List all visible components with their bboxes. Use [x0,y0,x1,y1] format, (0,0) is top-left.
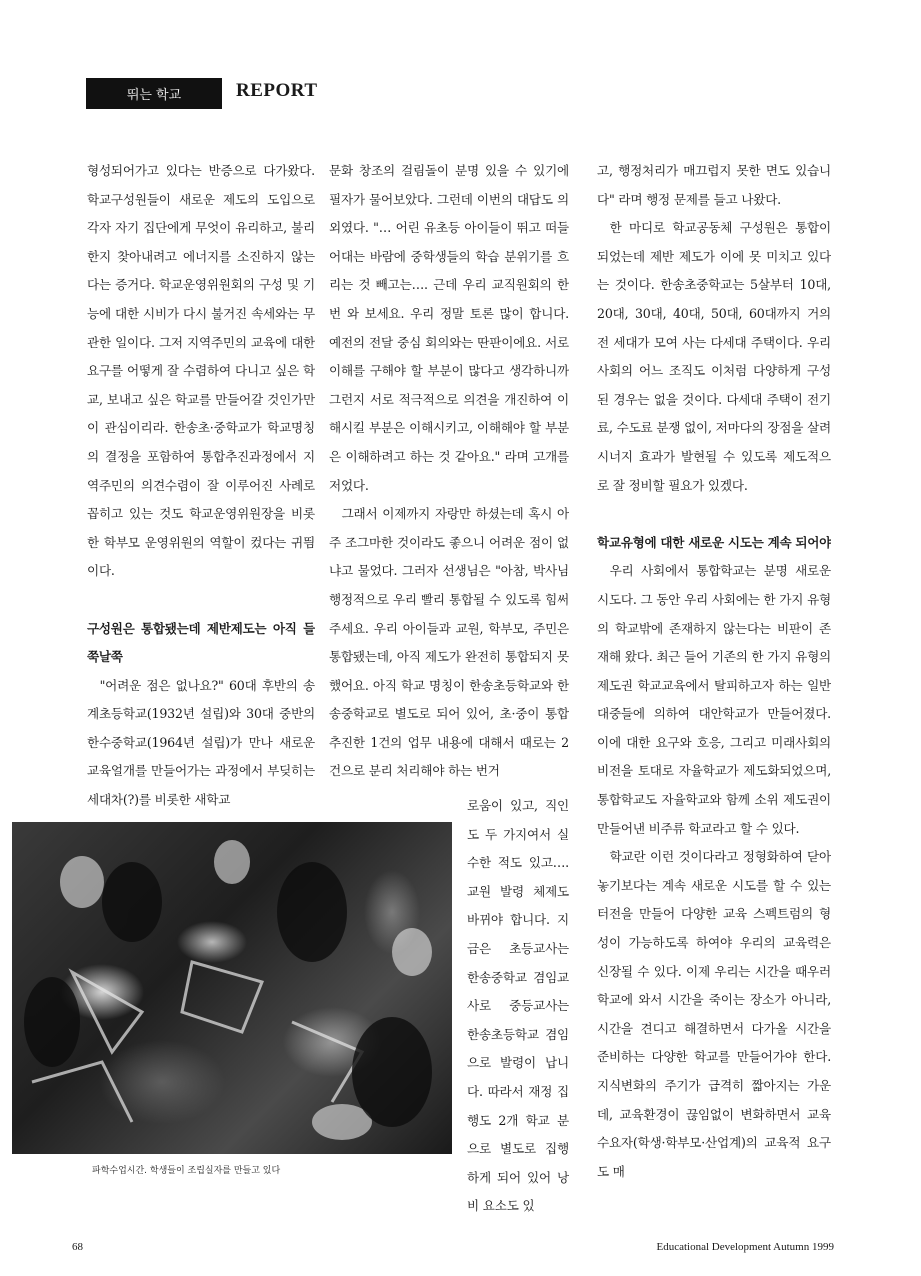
paragraph: 한 마디로 학교공동체 구성원은 통합이 되었는데 제반 제도가 이에 못 미치고 있다는 것이다. 한송초중학교는 5살부터 10대, 20대, 30대, 40대, 50대, 60대까지 거의 전 세대가 모여 사는 다세대 주택이다. 우리 사회의 어느 조직도 이처럼 다양하게 구성된 경우는 없을 것이다. 다세대 주택이 전기료, 수도료 분쟁 없이, 저마다의 장점을 살려 시너지 효과가 발현될 수 있도록 제도적으로 잘 정비할 필요가 있겠다. [597,220,831,493]
section-heading: 학교유형에 대한 새로운 시도는 계속 되어야 [597,534,831,550]
paragraph: 문화 창조의 걸림돌이 분명 있을 수 있기에 필자가 물어보았다. 그런데 이번의 대답도 의외였다. "… 어린 유초등 아이들이 뛰고 떠들어대는 바람에 중학생들의 학습 분위기를 흐리는 것 빼고는…. 근데 우리 교직원회의 한 번 와 보세요. 우리 정말 토론 많이 합니다. 예전의 전달 중심 회의와는 딴판이에요. 서로 이해를 구해야 할 부분이 많다고 생각하니까 그런지 서로 적극적으로 의견을 개진하여 이해시킬 부분은 이해시키고, 이해해야 할 부분은 이해하려고 하는 것 같아요." 라며 고개를 저었다. [329,163,569,493]
paragraph: 로움이 있고, 직인도 두 가지여서 실수한 적도 있고…. 교원 발령 체제도 바뀌야 합니다. 지금은 초등교사는 한송중학교 겸임교사로 중등교사는 한송초등학교 겸임으로 발령이 납니다. 따라서 재정 집행도 2개 학교 분으로 별도로 집행하게 되어 있어 낭비 요소도 있 [467,798,569,1214]
paragraph: 학교란 이런 것이다라고 정형화하여 닫아놓기보다는 계속 새로운 시도를 할 수 있는 터전을 만들어 다양한 교육 스펙트럼의 형성이 가능하도록 하여야 우리의 교육력은 신장될 수 있다. 이제 우리는 시간을 때우러 학교에 와서 시간을 죽이는 장소가 아니라, 시간을 견디고 해결하면서 다가올 시간을 준비하는 다양한 학교를 만들어가야 한다. 지식변화의 주기가 급격히 짧아지는 가운데, 교육환경이 끊임없이 변화하면서 교육수요자(학생·학부모·산업계)의 교육적 요구도 매 [597,849,831,1179]
photo-caption: 파학수업시간. 학생들이 조립실자를 만들고 있다 [92,1166,281,1176]
report-label: REPORT [236,80,318,101]
article-column-1 [87,157,315,815]
article-column-2 [329,157,569,786]
paragraph: 그래서 이제까지 자랑만 하셨는데 혹시 아주 조그마한 것이라도 좋으니 어려운 점이 없냐고 물었다. 그러자 선생님은 "아참, 박사님 행정적으로 우리 빨리 통합될 수 있도록 힘써 주세요. 우리 아이들과 교원, 학부모, 주민은 통합됐는데, 아직 제도가 완전히 통합되지 못했어요. 아직 학교 명칭이 한송초등학교와 한송중학교로 별도로 되어 있어, 초·중이 통합 추진한 1건의 업무 내용에 대해서 때로는 2건으로 분리 처리해야 하는 번거 [329,506,569,779]
paragraph: 형성되어가고 있다는 반증으로 다가왔다. 학교구성원들이 새로운 제도의 도입으로 각자 자기 집단에게 무엇이 유리하고, 불리한지 찾아내려고 에너지를 소진하지 않는다는 증거다. 학교운영위원회의 구성 및 기능에 대한 시비가 다시 불거진 속세와는 무관한 일이다. 그저 지역주민의 교육에 대한 요구를 어떻게 잘 수렴하여 다니고 싶은 학교, 보내고 싶은 학교를 만들어갈 것인가만이 관심이리라. 한송초·중학교가 학교명칭의 결정을 포함하여 통합추진과정에서 지역주민의 의견수렴이 잘 이루어진 사례로 꼽히고 있는 것도 학교운영위원장을 비롯한 학부모 운영위원의 역할이 컸다는 귀띔이다. [87,163,315,579]
article-column-2-continuation [467,792,569,1221]
paragraph: 우리 사회에서 통합학교는 분명 새로운 시도다. 그 동안 우리 사회에는 한 가지 유형의 학교밖에 존재하지 않는다는 비판이 존재해 왔다. 최근 들어 기존의 한 가지 유형의 제도권 학교교육에서 탈피하고자 하는 일반 대중들에 의하여 대안학교가 만들어졌다. 이에 대한 요구와 호응, 그리고 미래사회의 비전을 토대로 자율학교가 제도화되었으며, 통합학교도 자율학교와 함께 소위 제도권이 만들어낸 비주류 학교라고 할 수 있다. [597,563,831,836]
article-column-3 [597,157,831,1186]
section-label: 뛰는 학교 [86,78,222,109]
paragraph: "어려운 점은 없나요?" 60대 후반의 송계초등학교(1932년 설립)와 30대 중반의 한수중학교(1964년 설립)가 만나 새로운 교육얼개를 만들어가는 과정에서 부딪히는 세대차(?)를 비롯한 새학교 [87,677,315,808]
section-heading: 구성원은 통합됐는데 제반제도는 아직 들쭉날쭉 [87,620,315,665]
page-number: 68 [72,1241,83,1253]
classroom-photo [12,822,452,1154]
paragraph: 고, 행정처리가 매끄럽지 못한 면도 있습니다" 라며 행정 문제를 들고 나왔다. [597,163,831,207]
publication-footer: Educational Development Autumn 1999 [656,1241,834,1253]
